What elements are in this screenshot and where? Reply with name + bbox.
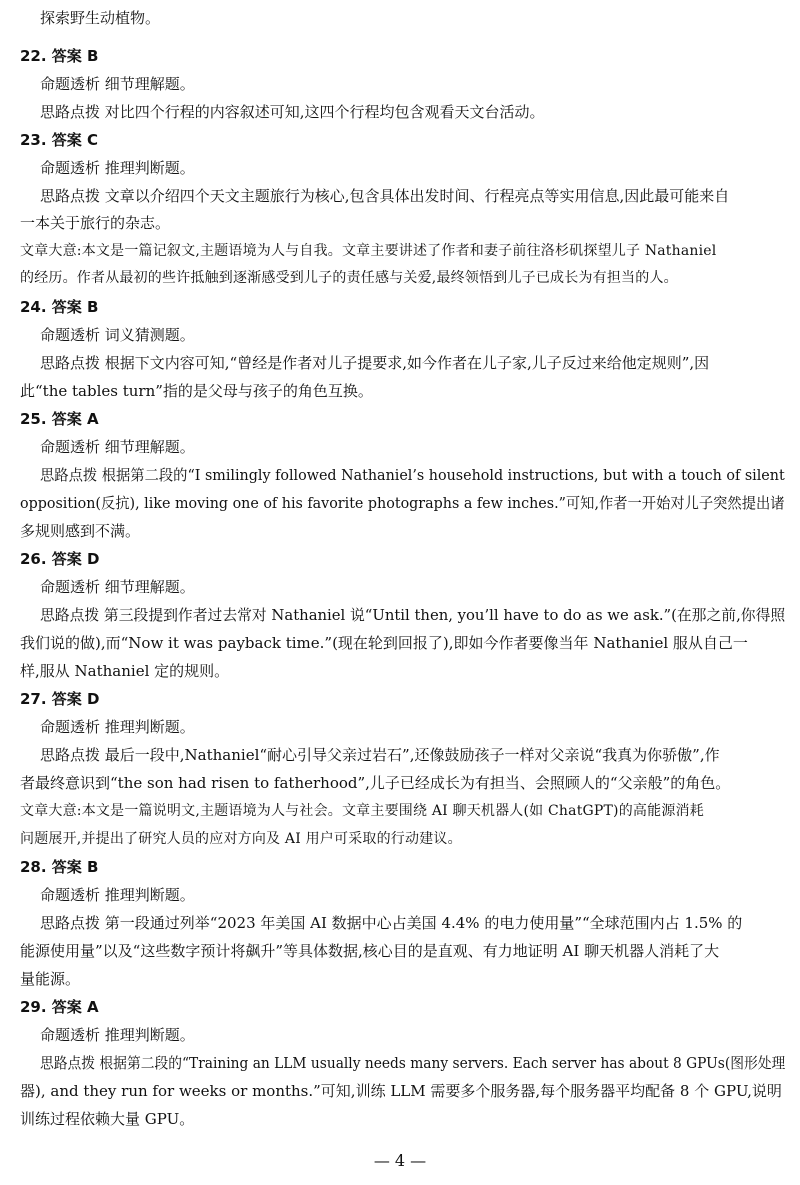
text-line: 训练过程依赖大量 GPU。 — [20, 1110, 195, 1128]
answer-heading: 24. 答案 B — [20, 298, 99, 316]
text-line: 探索野生动植物。 — [40, 9, 161, 27]
text-line: 命题透析 词义猜测题。 — [40, 326, 195, 344]
text-line: 思路点拨 根据下文内容可知,“曾经是作者对儿子提要求,如今作者在儿子家,儿子反过来给他定规则”,因 — [40, 354, 710, 372]
text-line: 思路点拨 第一段通过列举“2023 年美国 AI 数据中心占美国 4.4% 的电力使用量”“全球范围内占 1.5% 的 — [40, 914, 743, 932]
answer-heading: 22. 答案 B — [20, 47, 99, 65]
text-line: 量能源。 — [20, 970, 81, 988]
text-line: 命题透析 细节理解题。 — [40, 578, 195, 596]
summary-line: 的经历。作者从最初的些许抵触到逐渐感受到儿子的责任感与关爱,最终领悟到儿子已成长为有担当的人。 — [20, 270, 678, 286]
text-line: 思路点拨 根据第二段的“Training an LLM usually needs many servers. Each server has about 8 GPUs(图形处理 — [40, 1054, 786, 1072]
summary-line: 文章大意:本文是一篇记叙文,主题语境为人与自我。文章主要讲述了作者和妻子前往洛杉矶探望儿子 Nathaniel — [20, 243, 717, 259]
text-line: 思路点拨 最后一段中,Nathaniel“耐心引导父亲过岩石”,还像鼓励孩子一样对父亲说“我真为你骄傲”,作 — [40, 746, 720, 764]
text-line: 样,服从 Nathaniel 定的规则。 — [20, 662, 230, 680]
text-line: opposition(反抗), like moving one of his favorite photographs a few inches.”可知,作者一开始对儿子突然提出诸 — [20, 494, 785, 512]
text-line: 思路点拨 第三段提到作者过去常对 Nathaniel 说“Until then, you’ll have to do as we ask.”(在那之前,你得照 — [40, 606, 786, 624]
answer-heading: 23. 答案 C — [20, 131, 99, 149]
answer-heading: 28. 答案 B — [20, 858, 99, 876]
text-line: 器), and they run for weeks or months.”可知,训练 LLM 需要多个服务器,每个服务器平均配备 8 个 GPU,说明 — [20, 1082, 782, 1100]
text-line: 一本关于旅行的杂志。 — [20, 214, 171, 232]
summary-line: 问题展开,并提出了研究人员的应对方向及 AI 用户可采取的行动建议。 — [20, 831, 462, 847]
text-line: 能源使用量”以及“这些数字预计将飙升”等具体数据,核心目的是直观、有力地证明 AI 聊天机器人消耗了大 — [20, 942, 720, 960]
answer-heading: 25. 答案 A — [20, 410, 99, 428]
answer-heading: 27. 答案 D — [20, 690, 100, 708]
text-line: 命题透析 细节理解题。 — [40, 438, 195, 456]
text-line: 思路点拨 对比四个行程的内容叙述可知,这四个行程均包含观看天文台活动。 — [40, 103, 545, 121]
text-line: 者最终意识到“the son had risen to fatherhood”,儿子已经成长为有担当、会照顾人的“父亲般”的角色。 — [20, 774, 731, 792]
text-line: 命题透析 推理判断题。 — [40, 1026, 195, 1044]
text-line: 思路点拨 根据第二段的“I smilingly followed Nathaniel’s household instructions, but with a touch of silent — [40, 466, 785, 484]
answer-heading: 26. 答案 D — [20, 550, 100, 568]
answer-heading: 29. 答案 A — [20, 998, 99, 1016]
text-line: 我们说的做),而“Now it was payback time.”(现在轮到回报了),即如今作者要像当年 Nathaniel 服从自己一 — [20, 634, 748, 652]
text-line: 多规则感到不满。 — [20, 522, 141, 540]
text-line: 命题透析 推理判断题。 — [40, 718, 195, 736]
summary-line: 文章大意:本文是一篇说明文,主题语境为人与社会。文章主要围绕 AI 聊天机器人(如 ChatGPT)的高能源消耗 — [20, 803, 704, 819]
text-line: 思路点拨 文章以介绍四个天文主题旅行为核心,包含具体出发时间、行程亮点等实用信息,因此最可能来自 — [40, 187, 730, 205]
text-line: 命题透析 推理判断题。 — [40, 159, 195, 177]
text-line: 此“the tables turn”指的是父母与孩子的角色互换。 — [20, 382, 373, 400]
text-line: 命题透析 推理判断题。 — [40, 886, 195, 904]
text-line: 命题透析 细节理解题。 — [40, 75, 195, 93]
page-number: — 4 — — [373, 1151, 427, 1170]
